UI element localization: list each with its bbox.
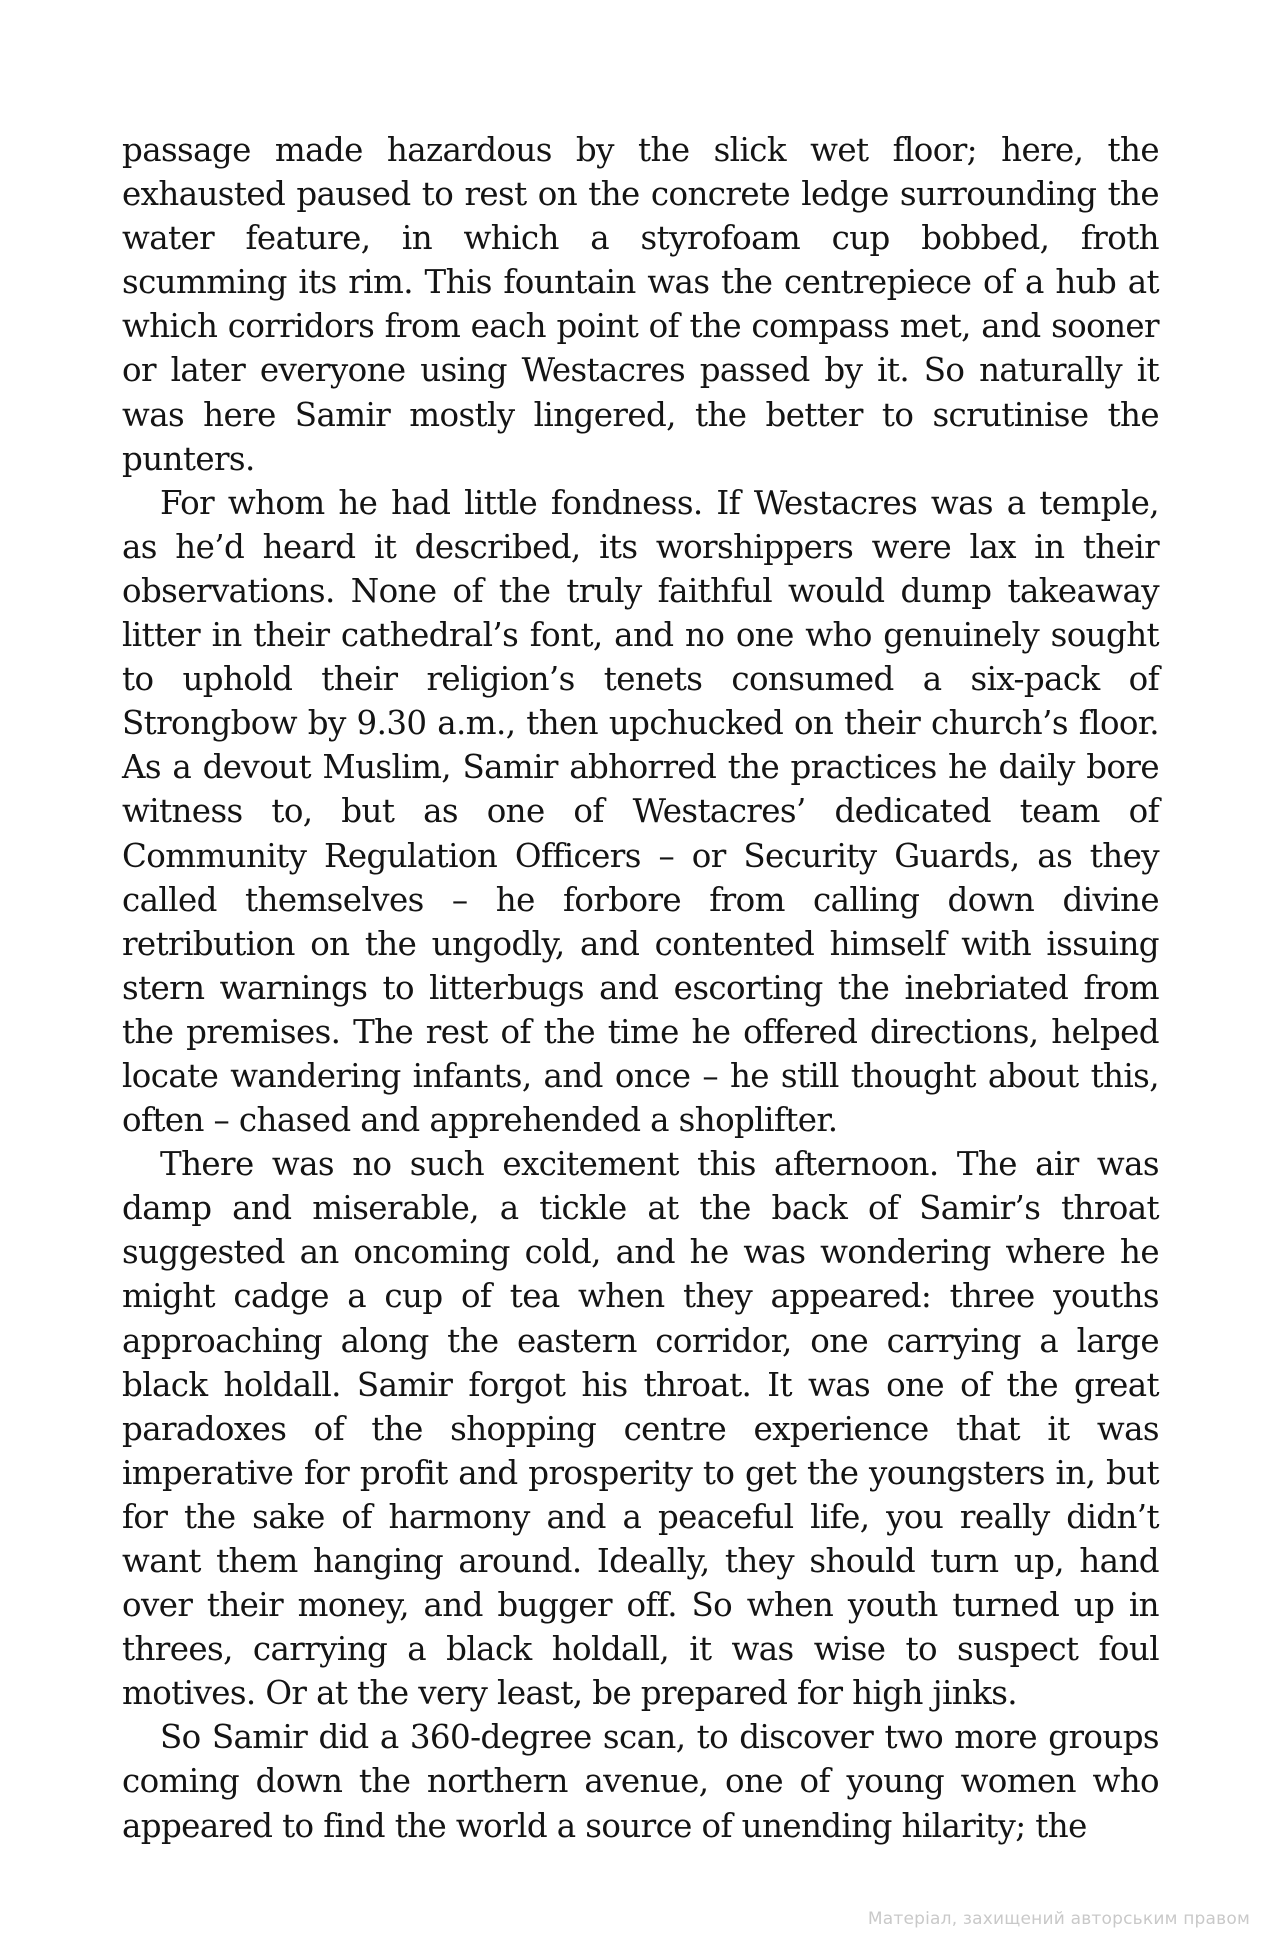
paragraph-3: There was no such excitement this afternoon. The air was damp and miserable, a tickle at the back of Samir’s throat suggested an oncoming cold, and he was wondering where he might cadge a cup of tea when they appeared: three youths approaching along the eastern corridor, one carrying a large black holdall. Samir forgot his throat. It was one of the great paradoxes of the shopping centre experience that it was imperative for profit and prosperity to get the youngsters in, but for the sake of harmony and a peaceful life, you really didn’t want them hanging around. Ideally, they should turn up, hand over their money, and bugger off. So when youth turned up in threes, carrying a black holdall, it was wise to suspect foul motives. Or at the very least, be prepared for high jinks.	[122, 1145, 1159, 1713]
paragraph-2: For whom he had little fondness. If Westacres was a temple, as he’d heard it described, its worshippers were lax in their observations. None of the truly faithful would dump takeaway litter in their cathedral’s font, and no one who genuinely sought to uphold their religion’s tenets consumed a six-pack of Strongbow by 9.30 a.m., then upchucked on their church’s floor. As a devout Muslim, Samir abhorred the practices he daily bore witness to, but as one of Westacres’ dedicated team of Community Regulation Officers – or Security Guards, as they called themselves – he forbore from calling down divine retribution on the ungodly, and contented himself with issuing stern warnings to litterbugs and escorting the inebriated from the premises. The rest of the time he offered directions, helped locate wandering infants, and once – he still thought about this, often – chased and apprehended a shoplifter.	[122, 483, 1159, 1140]
copyright-watermark: Матеріал, захищений авторським правом	[867, 1909, 1250, 1929]
paragraph-1: passage made hazardous by the slick wet floor; here, the exhausted paused to rest on the concrete ledge surrounding the water feature, in which a styrofoam cup bobbed, froth scumming its rim. This fountain was the centrepiece of a hub at which corridors from each point of the compass met, and sooner or later everyone using Westacres passed by it. So naturally it was here Samir mostly lingered, the better to scrutinise the punters.	[122, 131, 1159, 478]
paragraph-4: So Samir did a 360-degree scan, to discover two more groups coming down the northern avenue, one of young women who appeared to find the world a source of unending hilarity; the	[122, 1718, 1159, 1845]
page-body	[122, 128, 1159, 1848]
